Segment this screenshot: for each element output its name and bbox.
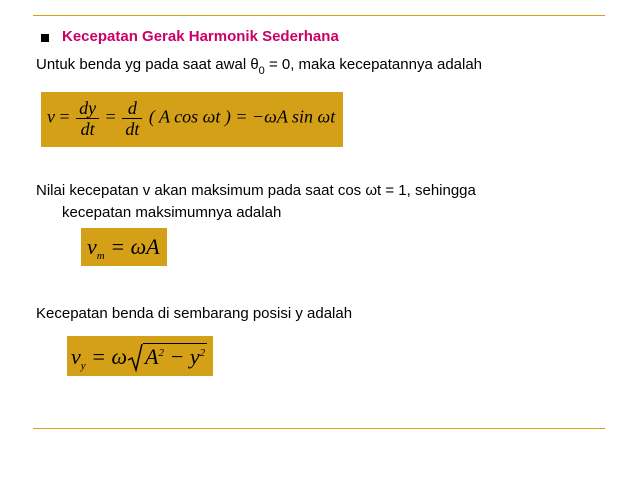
- eq2-rhs: = ωA: [110, 234, 160, 259]
- eq3-minus-y: − y: [164, 344, 200, 369]
- eq3-A-exponent: 2: [158, 347, 164, 359]
- max-velocity-line-1: Nilai kecepatan v akan maksimum pada saat cos ωt = 1, sehingga: [36, 182, 476, 199]
- max-velocity-equation-box: [81, 228, 167, 266]
- eq2-subscript: m: [96, 250, 105, 262]
- bullet-icon: [41, 34, 49, 42]
- max-velocity-equation: [87, 234, 160, 260]
- eq1-lhs: v: [47, 106, 55, 127]
- position-velocity-equation: [71, 342, 207, 372]
- position-velocity-equation-box: [67, 336, 213, 376]
- eq1-equals: =: [59, 106, 70, 127]
- slide-title: Kecepatan Gerak Harmonik Sederhana: [62, 28, 339, 45]
- top-divider: [33, 15, 605, 16]
- intro-line: [36, 55, 482, 76]
- any-position-line: Kecepatan benda di sembarang posisi y adalah: [36, 305, 353, 322]
- eq1-frac2-den: dt: [125, 119, 140, 139]
- bottom-divider: [33, 428, 605, 429]
- eq1-fraction-1: [76, 98, 99, 139]
- eq1-expression: ( A cos ωt ) = −ωA sin ωt: [148, 106, 336, 127]
- eq1-frac1-den: dt: [80, 119, 95, 139]
- eq1-equals-2: =: [105, 106, 116, 127]
- eq1-frac2-num: d: [122, 98, 142, 119]
- eq3-v: v: [71, 344, 81, 369]
- eq3-A: A: [145, 344, 159, 369]
- eq1-fraction-2: [122, 98, 142, 139]
- square-root-icon: [127, 342, 143, 372]
- velocity-equation: [47, 98, 335, 139]
- eq2-v: v: [87, 234, 97, 259]
- radicand: [143, 343, 207, 369]
- intro-suffix: = 0, maka kecepatannya adalah: [264, 56, 483, 73]
- max-velocity-line-2: kecepatan maksimumnya adalah: [62, 204, 282, 221]
- intro-prefix: Untuk benda yg pada saat awal θ: [36, 56, 259, 73]
- eq3-y-exponent: 2: [199, 347, 206, 359]
- eq1-frac1-num: dy: [76, 98, 99, 119]
- eq3-subscript: y: [80, 360, 86, 372]
- theta-subscript: 0: [258, 65, 265, 77]
- velocity-equation-box: [41, 92, 343, 147]
- eq3-rhs: = ω: [91, 344, 128, 369]
